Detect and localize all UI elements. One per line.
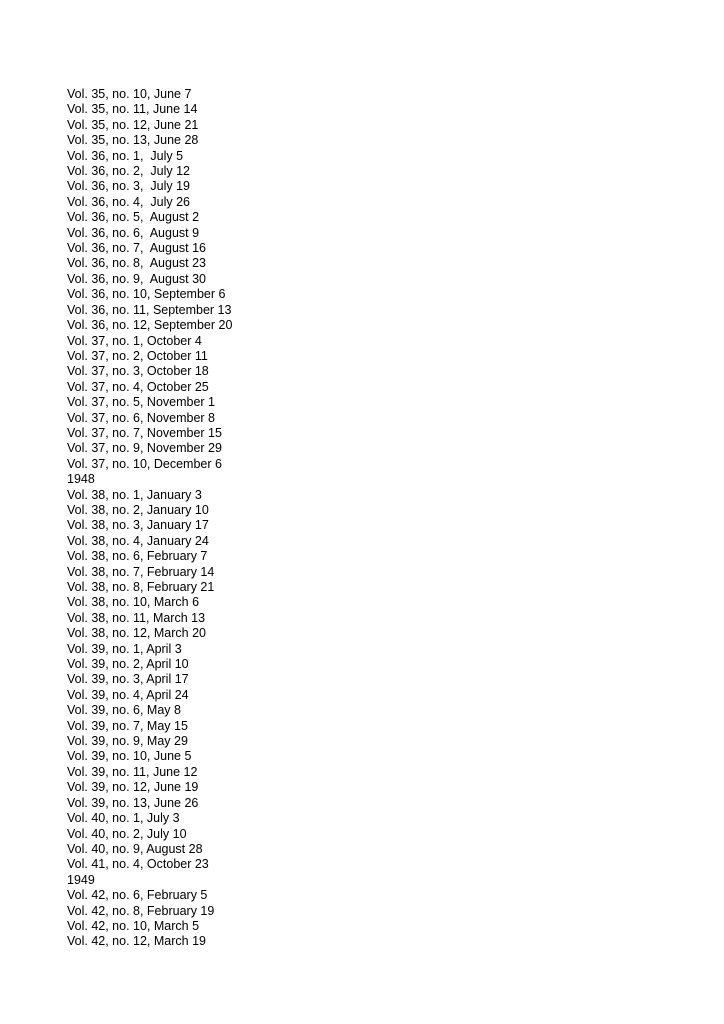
list-line: Vol. 38, no. 8, February 21 bbox=[67, 580, 215, 594]
list-line: Vol. 37, no. 10, December 6 bbox=[67, 456, 222, 471]
list-line: Vol. 40, no. 9, August 28 bbox=[67, 841, 203, 856]
list-line: Vol. 38, no. 2, January 10 bbox=[67, 502, 209, 517]
list-line: Vol. 37, no. 9, November 29 bbox=[67, 441, 222, 456]
year-heading: 1948 bbox=[67, 472, 95, 487]
list-line: Vol. 38, no. 6, February 7 bbox=[67, 549, 208, 564]
list-line: Vol. 37, no. 6, November 8 bbox=[67, 410, 216, 425]
list-line: Vol. 35, no. 11, June 14 bbox=[67, 102, 198, 117]
list-line: Vol. 38, no. 3, January 17 bbox=[67, 518, 209, 533]
list-line: Vol. 42, no. 12, March 19 bbox=[67, 934, 206, 949]
list-line: Vol. 39, no. 10, June 5 bbox=[67, 749, 192, 764]
list-line: Vol. 39, no. 12, June 19 bbox=[67, 780, 199, 795]
list-line: Vol. 36, no. 11, September 13 bbox=[67, 302, 232, 317]
list-line: Vol. 36, no. 8, August 23 bbox=[67, 256, 206, 271]
list-line: Vol. 42, no. 10, March 5 bbox=[67, 918, 200, 933]
list-line: Vol. 37, no. 3, October 18 bbox=[67, 364, 209, 379]
issue-list bbox=[67, 87, 232, 950]
list-line: Vol. 36, no. 9, August 30 bbox=[67, 271, 206, 286]
list-line: Vol. 36, no. 4, July 26 bbox=[67, 194, 190, 209]
list-line: Vol. 39, no. 3, April 17 bbox=[67, 672, 189, 687]
list-line: Vol. 36, no. 3, July 19 bbox=[67, 179, 190, 194]
list-line: Vol. 38, no. 10, March 6 bbox=[67, 595, 200, 610]
list-line: Vol. 39, no. 9, May 29 bbox=[67, 734, 188, 749]
list-line: Vol. 39, no. 4, April 24 bbox=[67, 687, 189, 702]
list-line: Vol. 35, no. 12, June 21 bbox=[67, 117, 199, 132]
list-line: Vol. 36, no. 6, August 9 bbox=[67, 225, 200, 240]
list-line: Vol. 38, no. 7, February 14 bbox=[67, 564, 215, 579]
year-heading: 1949 bbox=[67, 872, 95, 887]
list-line: Vol. 38, no. 4, January 24 bbox=[67, 533, 209, 548]
list-line: Vol. 39, no. 2, April 10 bbox=[67, 657, 189, 672]
list-line: Vol. 39, no. 1, April 3 bbox=[67, 641, 182, 656]
list-line: Vol. 39, no. 13, June 26 bbox=[67, 795, 199, 810]
list-line: Vol. 37, no. 7, November 15 bbox=[67, 425, 222, 440]
list-line: Vol. 39, no. 7, May 15 bbox=[67, 718, 188, 733]
list-line: Vol. 40, no. 2, July 10 bbox=[67, 826, 187, 841]
list-line: Vol. 35, no. 10, June 7 bbox=[67, 87, 192, 101]
list-line: Vol. 39, no. 11, June 12 bbox=[67, 764, 198, 779]
list-line: Vol. 35, no. 13, June 28 bbox=[67, 133, 199, 148]
list-line: Vol. 37, no. 1, October 4 bbox=[67, 333, 202, 348]
list-line: Vol. 38, no. 11, March 13 bbox=[67, 610, 206, 625]
list-line: Vol. 37, no. 4, October 25 bbox=[67, 379, 209, 394]
list-line: Vol. 38, no. 1, January 3 bbox=[67, 487, 202, 502]
list-line: Vol. 37, no. 2, October 11 bbox=[67, 348, 208, 363]
list-line: Vol. 38, no. 12, March 20 bbox=[67, 626, 206, 641]
list-line: Vol. 39, no. 6, May 8 bbox=[67, 703, 181, 718]
list-line: Vol. 40, no. 1, July 3 bbox=[67, 811, 180, 826]
list-line: Vol. 36, no. 12, September 20 bbox=[67, 318, 233, 333]
list-line: Vol. 36, no. 1, July 5 bbox=[67, 148, 184, 163]
list-line: Vol. 42, no. 6, February 5 bbox=[67, 888, 208, 903]
list-line: Vol. 36, no. 10, September 6 bbox=[67, 287, 226, 302]
list-line: Vol. 36, no. 5, August 2 bbox=[67, 210, 200, 225]
list-line: Vol. 37, no. 5, November 1 bbox=[67, 395, 216, 410]
list-line: Vol. 41, no. 4, October 23 bbox=[67, 857, 209, 872]
list-line: Vol. 36, no. 2, July 12 bbox=[67, 164, 190, 179]
list-line: Vol. 42, no. 8, February 19 bbox=[67, 903, 215, 918]
list-line: Vol. 36, no. 7, August 16 bbox=[67, 241, 206, 256]
